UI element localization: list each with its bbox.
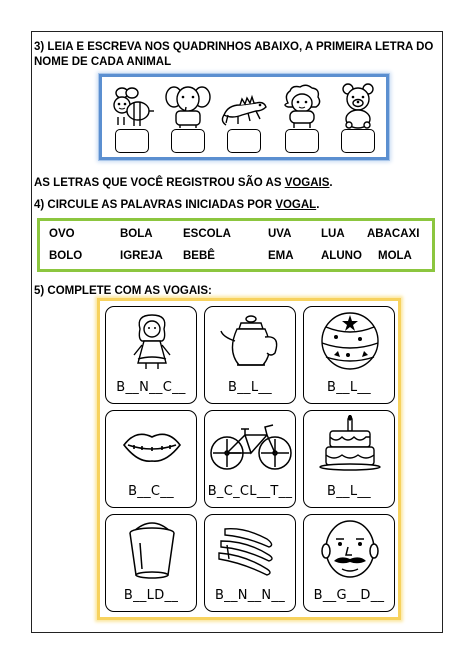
bule-icon — [205, 311, 297, 373]
picture-card — [204, 410, 296, 508]
picture-card — [303, 514, 395, 612]
abelha-icon — [108, 81, 156, 129]
picture-card — [105, 410, 197, 508]
word-item[interactable]: OVO — [49, 228, 75, 240]
word-item[interactable]: BOLA — [120, 228, 153, 240]
word-item[interactable]: IGREJA — [120, 250, 163, 262]
question-4-prefix: 4) CIRCULE AS PALAVRAS INICIADAS POR — [34, 199, 276, 211]
question-5: 5) COMPLETE COM AS VOGAIS: — [34, 285, 212, 297]
bigode-icon — [304, 519, 396, 581]
question-4-suffix: . — [316, 199, 320, 211]
iguana-icon — [220, 81, 268, 129]
letter-input-box[interactable] — [171, 129, 205, 153]
card-label: B__N__C__ — [116, 380, 186, 395]
words-box — [37, 218, 435, 272]
card-label: B_C_CL__T__ — [207, 484, 293, 499]
word-item[interactable]: EMA — [268, 250, 294, 262]
word-item[interactable]: MOLA — [378, 250, 412, 262]
card-label: B__C__ — [128, 484, 174, 499]
bolo-icon — [304, 415, 396, 477]
picture-card — [204, 306, 296, 404]
question-3 — [34, 40, 434, 70]
letter-input-box[interactable] — [341, 129, 375, 153]
word-item[interactable]: BEBÊ — [183, 250, 215, 262]
animal-cell-urso — [334, 81, 382, 155]
picture-grid — [97, 298, 401, 620]
picture-card — [303, 306, 395, 404]
picture-card — [204, 514, 296, 612]
card-label: B__L__ — [327, 380, 371, 395]
animal-cell-elefante — [164, 81, 212, 155]
bicicleta-icon — [205, 415, 297, 477]
picture-card — [105, 514, 197, 612]
animal-cell-ovelha — [278, 81, 326, 155]
card-label: B__L__ — [228, 380, 272, 395]
question-3-line-2: NOME DE CADA ANIMAL — [34, 56, 172, 68]
question-4-emphasis: VOGAL — [275, 199, 317, 211]
picture-card — [105, 306, 197, 404]
ovelha-icon — [278, 81, 326, 129]
card-label: B__N__N__ — [214, 588, 286, 603]
picture-card — [303, 410, 395, 508]
letter-input-box[interactable] — [285, 129, 319, 153]
urso-icon — [334, 81, 382, 129]
card-label: B__G__D__ — [313, 588, 385, 603]
word-item[interactable]: UVA — [268, 228, 292, 240]
banana-icon — [205, 519, 297, 581]
word-item[interactable]: ESCOLA — [183, 228, 231, 240]
animal-cell-abelha — [108, 81, 156, 155]
card-label: B__LD__ — [123, 588, 179, 603]
boca-icon — [106, 415, 198, 477]
boneca-icon — [106, 311, 198, 373]
card-label: B__L__ — [327, 484, 371, 499]
word-item[interactable]: ABACAXI — [367, 228, 420, 240]
letter-input-box[interactable] — [227, 129, 261, 153]
word-item[interactable]: BOLO — [49, 250, 83, 262]
elefante-icon — [164, 81, 212, 129]
note-suffix: . — [329, 177, 333, 189]
note-prefix: AS LETRAS QUE VOCÊ REGISTROU SÃO AS — [34, 177, 285, 189]
letter-input-box[interactable] — [115, 129, 149, 153]
question-3-line-1: 3) LEIA E ESCREVA NOS QUADRINHOS ABAIXO, A PRIMEIRA LETRA DO — [34, 41, 434, 53]
note-emphasis: VOGAIS — [284, 177, 330, 189]
word-item[interactable]: LUA — [321, 228, 345, 240]
question-4 — [34, 198, 319, 213]
animal-cell-iguana — [220, 81, 268, 155]
balde-icon — [106, 519, 198, 581]
question-3-note — [34, 176, 333, 191]
animal-box — [99, 74, 389, 160]
word-item[interactable]: ALUNO — [321, 250, 362, 262]
bola-icon — [304, 311, 396, 373]
